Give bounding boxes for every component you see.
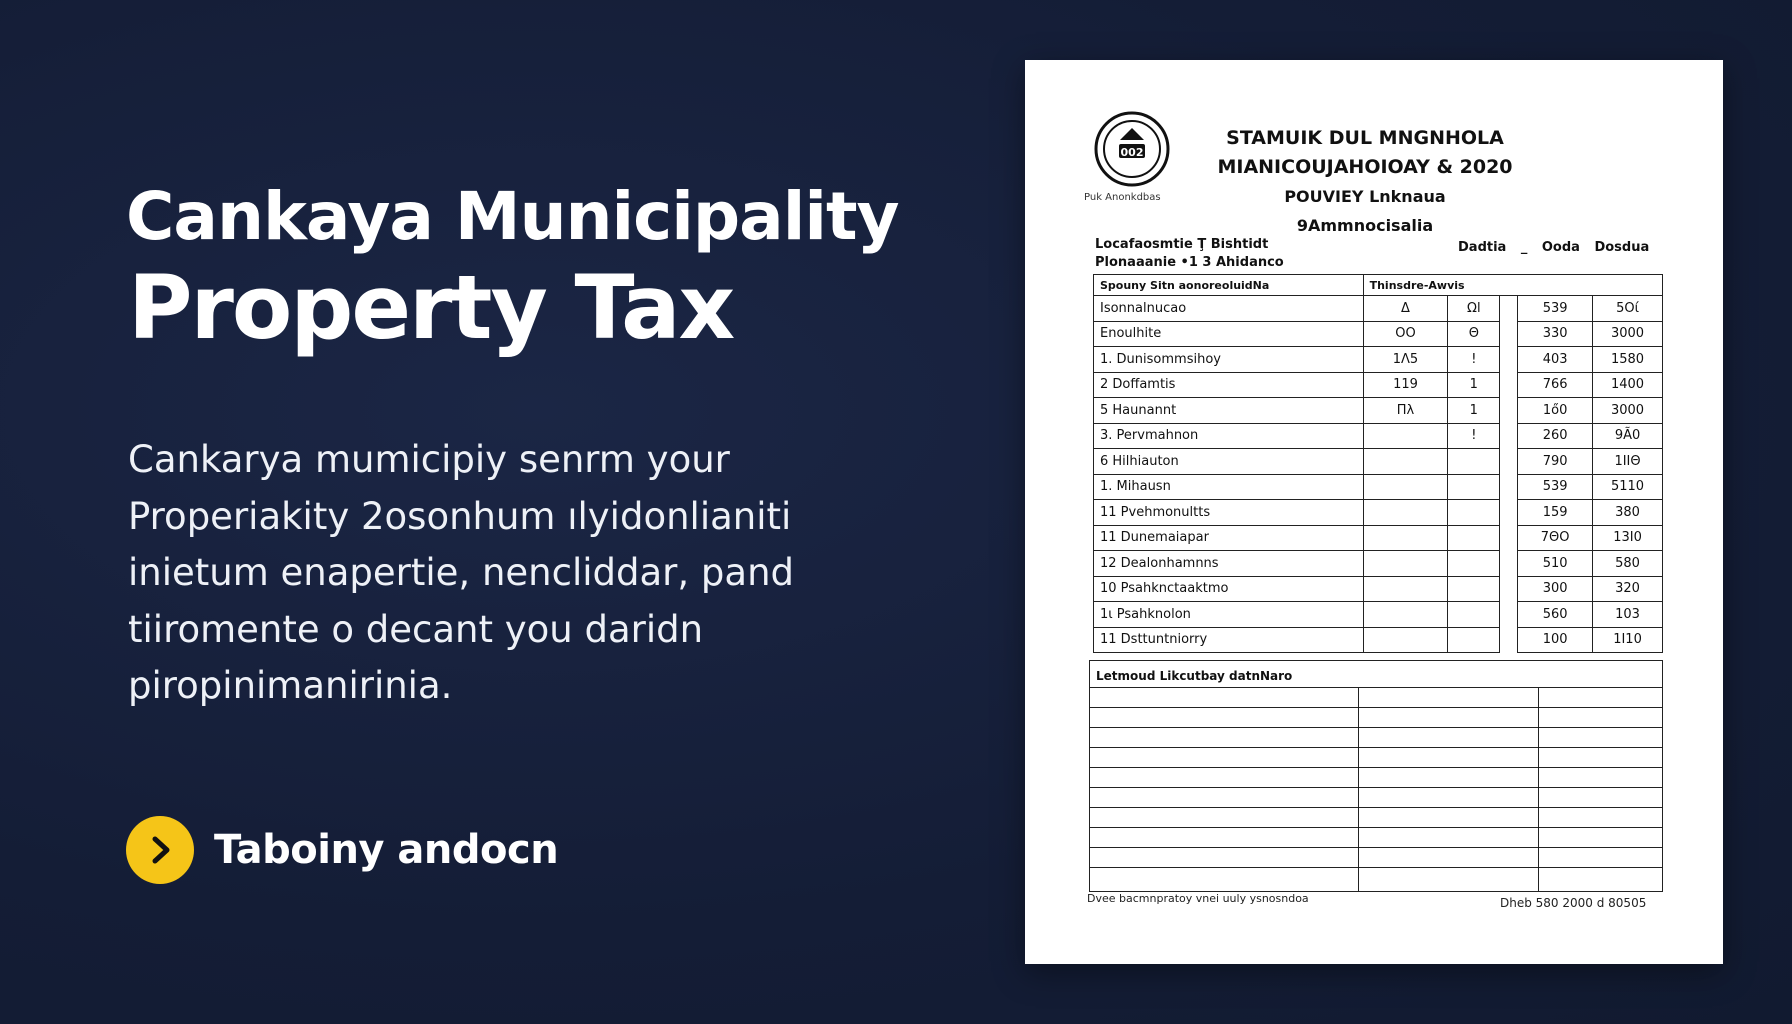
- remarks-section: [1089, 660, 1663, 892]
- table-spacer-cell: [1500, 372, 1518, 398]
- table-spacer-cell: [1500, 602, 1518, 628]
- meta-left-line-2: Plonaaanie •1 3 Ahidanco: [1095, 255, 1284, 270]
- remarks-divider: [1090, 687, 1662, 688]
- document-heading: [1205, 124, 1525, 240]
- table-cell-a: 119: [1363, 372, 1448, 398]
- table-spacer-cell: [1500, 347, 1518, 373]
- table-spacer-cell: [1500, 576, 1518, 602]
- table-cell-d: 320: [1593, 576, 1663, 602]
- tax-document: [1025, 60, 1723, 964]
- table-cell-label: Enoulhite: [1094, 321, 1364, 347]
- document-meta-left: [1095, 236, 1284, 272]
- table-row: [1094, 347, 1663, 373]
- table-spacer-cell: [1500, 449, 1518, 475]
- table-cell-label: 11 Dunemaiapar: [1094, 525, 1364, 551]
- table-cell-d: 103: [1593, 602, 1663, 628]
- table-spacer-cell: [1500, 423, 1518, 449]
- table-row: [1094, 449, 1663, 475]
- heading-line-2: MIANICOUJAHOIOAY & 2020: [1217, 156, 1513, 178]
- table-cell-a: [1363, 525, 1448, 551]
- table-cell-c: 300: [1518, 576, 1593, 602]
- table-cell-a: [1363, 449, 1448, 475]
- remarks-divider: [1090, 867, 1662, 868]
- table-row: [1094, 398, 1663, 424]
- table-spacer-cell: [1500, 551, 1518, 577]
- table-spacer-cell: [1500, 321, 1518, 347]
- table-row: [1094, 500, 1663, 526]
- table-cell-c: 260: [1518, 423, 1593, 449]
- table-row: [1094, 474, 1663, 500]
- table-row: [1094, 627, 1663, 653]
- table-cell-b: Θ: [1448, 321, 1500, 347]
- remarks-divider: [1090, 807, 1662, 808]
- table-header-row: [1094, 275, 1663, 296]
- table-spacer-cell: [1500, 296, 1518, 322]
- table-cell-label: 12 Dealonhamnns: [1094, 551, 1364, 577]
- table-cell-d: 1400: [1593, 372, 1663, 398]
- table-row: [1094, 602, 1663, 628]
- svg-text:002: 002: [1120, 146, 1144, 159]
- table-cell-b: [1448, 525, 1500, 551]
- cta-label: Taboiny andocn: [214, 827, 559, 873]
- remarks-divider: [1090, 727, 1662, 728]
- table-cell-c: 100: [1518, 627, 1593, 653]
- table-cell-d: 3000: [1593, 321, 1663, 347]
- document-footer-left: Dvee bacmnpratoy vnei uuly ysnosndoa: [1087, 892, 1309, 905]
- table-cell-label: 1ι Psahknolon: [1094, 602, 1364, 628]
- table-cell-c: 510: [1518, 551, 1593, 577]
- table-cell-b: [1448, 500, 1500, 526]
- table-cell-b: [1448, 602, 1500, 628]
- table-cell-a: [1363, 474, 1448, 500]
- table-cell-label: 11 Dsttuntniorry: [1094, 627, 1364, 653]
- table-cell-d: 3000: [1593, 398, 1663, 424]
- table-cell-label: 2 Doffamtis: [1094, 372, 1364, 398]
- table-cell-a: Πλ: [1363, 398, 1448, 424]
- table-cell-c: 403: [1518, 347, 1593, 373]
- table-cell-b: Ωl: [1448, 296, 1500, 322]
- cta-link[interactable]: [126, 816, 558, 884]
- chevron-right-icon: [126, 816, 194, 884]
- table-cell-b: [1448, 576, 1500, 602]
- table-cell-c: 7ΘΟ: [1518, 525, 1593, 551]
- table-cell-label: 3. Pervmahnon: [1094, 423, 1364, 449]
- table-spacer-cell: [1500, 627, 1518, 653]
- heading-line-3: POUVIEY Lnknaua: [1284, 187, 1446, 206]
- table-cell-label: 1. Mihausn: [1094, 474, 1364, 500]
- tax-table: [1093, 274, 1663, 653]
- table-cell-c: 560: [1518, 602, 1593, 628]
- remarks-column-divider: [1358, 687, 1359, 891]
- municipal-seal-icon: [1093, 110, 1171, 188]
- table-cell-d: 580: [1593, 551, 1663, 577]
- table-cell-d: 13Ι0: [1593, 525, 1663, 551]
- table-cell-c: 1ő0: [1518, 398, 1593, 424]
- table-cell-b: !: [1448, 347, 1500, 373]
- table-cell-label: 10 Psahknctaaktmo: [1094, 576, 1364, 602]
- table-cell-a: [1363, 576, 1448, 602]
- table-cell-a: [1363, 551, 1448, 577]
- table-cell-b: !: [1448, 423, 1500, 449]
- remarks-divider: [1090, 827, 1662, 828]
- table-cell-d: 1580: [1593, 347, 1663, 373]
- table-cell-d: 5Οί: [1593, 296, 1663, 322]
- table-cell-c: 539: [1518, 296, 1593, 322]
- table-cell-d: 1ΙΙΘ: [1593, 449, 1663, 475]
- title-line-1: Cankaya Municipality: [126, 178, 899, 255]
- meta-left-line-1: Locafaosmtie Ţ Bishtidt: [1095, 237, 1269, 252]
- table-header-cell: Thinsdre-Awvis: [1363, 275, 1662, 296]
- hero-title: [126, 178, 976, 360]
- table-cell-c: 330: [1518, 321, 1593, 347]
- table-spacer-cell: [1500, 500, 1518, 526]
- table-cell-d: 1Ι10: [1593, 627, 1663, 653]
- table-cell-b: 1: [1448, 398, 1500, 424]
- table-cell-a: [1363, 627, 1448, 653]
- table-header-cell: Spouny Sitn aonoreoluidNa: [1094, 275, 1364, 296]
- table-cell-a: [1363, 500, 1448, 526]
- remarks-divider: [1090, 747, 1662, 748]
- document-footer-right: Dheb 580 2000 d 80505: [1500, 896, 1647, 910]
- document-meta-right: Dadtia _ Ooda Dosdua: [1458, 240, 1650, 255]
- table-cell-a: ΟΟ: [1363, 321, 1448, 347]
- remarks-divider: [1090, 767, 1662, 768]
- table-row: [1094, 525, 1663, 551]
- remarks-title: Letmoud Likcutbay datnNaro: [1096, 669, 1293, 683]
- heading-line-1: STAMUIK DUL MNGNHOLA: [1226, 127, 1504, 149]
- table-cell-a: Δ: [1363, 296, 1448, 322]
- heading-line-4: 9Ammnocisalia: [1296, 216, 1434, 235]
- table-cell-b: [1448, 627, 1500, 653]
- remarks-divider: [1090, 707, 1662, 708]
- table-cell-b: [1448, 449, 1500, 475]
- table-cell-d: 9Ã0: [1593, 423, 1663, 449]
- title-line-2: Property Tax: [128, 256, 734, 359]
- table-cell-c: 766: [1518, 372, 1593, 398]
- table-cell-label: 6 Hilhiauton: [1094, 449, 1364, 475]
- table-row: [1094, 551, 1663, 577]
- table-cell-d: 380: [1593, 500, 1663, 526]
- table-cell-c: 159: [1518, 500, 1593, 526]
- table-cell-a: 1Λ5: [1363, 347, 1448, 373]
- table-cell-a: [1363, 423, 1448, 449]
- table-row: [1094, 372, 1663, 398]
- table-cell-d: 5110: [1593, 474, 1663, 500]
- table-spacer-cell: [1500, 525, 1518, 551]
- table-cell-b: [1448, 551, 1500, 577]
- table-row: [1094, 576, 1663, 602]
- table-cell-label: Isonnalnucao: [1094, 296, 1364, 322]
- table-cell-label: 11 Pvehmonultts: [1094, 500, 1364, 526]
- table-spacer-cell: [1500, 398, 1518, 424]
- table-cell-a: [1363, 602, 1448, 628]
- table-row: [1094, 296, 1663, 322]
- table-cell-c: 539: [1518, 474, 1593, 500]
- table-cell-b: 1: [1448, 372, 1500, 398]
- remarks-column-divider: [1538, 687, 1539, 891]
- table-cell-b: [1448, 474, 1500, 500]
- table-spacer-cell: [1500, 474, 1518, 500]
- table-row: [1094, 321, 1663, 347]
- table-cell-c: 790: [1518, 449, 1593, 475]
- remarks-divider: [1090, 787, 1662, 788]
- remarks-divider: [1090, 847, 1662, 848]
- table-cell-label: 5 Haunannt: [1094, 398, 1364, 424]
- table-cell-label: 1. Dunisommsihoy: [1094, 347, 1364, 373]
- table-row: [1094, 423, 1663, 449]
- hero-description: Cankarya mumicipiy senrm your Properiakity 2osonhum ılyidonlianiti inietum enapertie, nencliddar, pand tiiromente o decant you daridn piropinimanirinia.: [128, 438, 794, 707]
- seal-caption: Puk Anonkdbas: [1084, 192, 1161, 203]
